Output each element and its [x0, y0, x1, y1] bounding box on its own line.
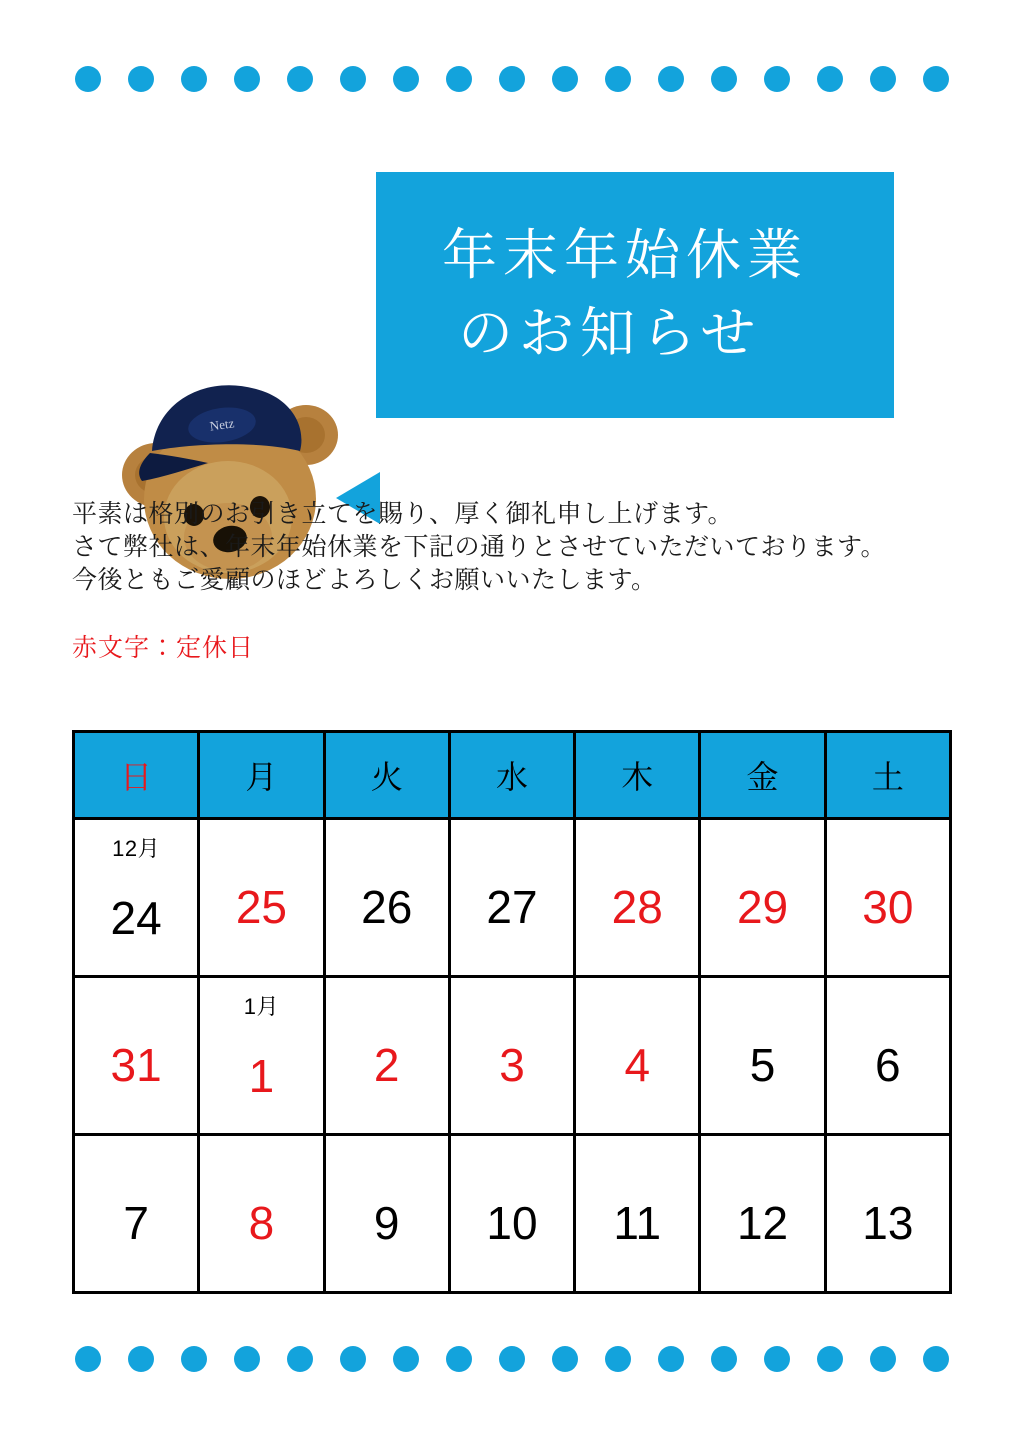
weekday-header-mon: 月: [199, 732, 324, 819]
decorative-dot: [234, 66, 260, 92]
body-copy: [72, 498, 952, 597]
decorative-dot: [75, 66, 101, 92]
decorative-dot: [817, 1346, 843, 1372]
calendar-day-cell: [700, 977, 825, 1135]
decorative-dot: [658, 66, 684, 92]
holiday-calendar: [72, 730, 952, 1294]
decorative-dot: [340, 1346, 366, 1372]
day-number: 12: [736, 1196, 789, 1249]
calendar-day-cell: [199, 1135, 324, 1293]
body-paragraph-3: 今後ともご愛顧のほどよろしくお願いいたします。: [72, 566, 657, 594]
page-title-line1: 年末年始休業: [442, 224, 809, 286]
decorative-dot: [764, 1346, 790, 1372]
day-number: 24: [110, 891, 162, 944]
weekday-header-tue: 火: [324, 732, 449, 819]
decorative-dot: [446, 1346, 472, 1372]
body-paragraph-1: 平素は格別のお引き立てを賜り、厚く御礼申し上げます。: [72, 500, 734, 528]
calendar-day-cell: [575, 819, 700, 977]
calendar-day-cell: [74, 1135, 199, 1293]
calendar-header-row: [74, 732, 951, 819]
day-number: 11: [613, 1196, 662, 1249]
calendar-day-cell: [825, 1135, 950, 1293]
calendar-day-cell: [700, 819, 825, 977]
decorative-dot: [605, 66, 631, 92]
decorative-dot: [552, 66, 578, 92]
calendar-week-row: [74, 819, 951, 977]
weekday-header-sat: 土: [825, 732, 950, 819]
month-label: 12月: [112, 836, 161, 861]
calendar-day-cell: [449, 819, 574, 977]
decorative-dot: [75, 1346, 101, 1372]
calendar-day-cell: [575, 977, 700, 1135]
decorative-dot: [287, 66, 313, 92]
day-number: 7: [123, 1196, 149, 1249]
decorative-dot: [393, 1346, 419, 1372]
decorative-dot: [658, 1346, 684, 1372]
decorative-dot: [870, 66, 896, 92]
calendar-day-cell: [324, 1135, 449, 1293]
calendar-day-cell: [74, 819, 199, 977]
decorative-dot: [181, 1346, 207, 1372]
decorative-dot: [234, 1346, 260, 1372]
month-label: 1月: [243, 994, 280, 1019]
day-number: 30: [862, 880, 914, 933]
calendar-day-cell: [700, 1135, 825, 1293]
day-number: 9: [373, 1196, 400, 1249]
day-number: 10: [486, 1196, 538, 1249]
day-number: 13: [862, 1196, 914, 1249]
body-paragraph-2: さて弊社は、年末年始休業を下記の通りとさせていただいております。: [72, 533, 887, 561]
day-number: 6: [875, 1038, 901, 1091]
calendar-day-cell: [575, 1135, 700, 1293]
decorative-dot: [340, 66, 366, 92]
calendar-week-row: [74, 977, 951, 1135]
day-number: 26: [361, 880, 413, 933]
calendar-day-cell: [74, 977, 199, 1135]
day-number: 28: [611, 880, 663, 933]
calendar-day-cell: [449, 1135, 574, 1293]
top-dot-border: [0, 66, 1024, 92]
weekday-header-fri: 金: [700, 732, 825, 819]
header: [0, 172, 1024, 434]
day-number: 5: [749, 1038, 776, 1091]
legend-closed-days: 赤文字：定休日: [72, 634, 255, 662]
bottom-dot-border: [0, 1346, 1024, 1372]
decorative-dot: [287, 1346, 313, 1372]
calendar-day-cell: [825, 977, 950, 1135]
page-title-line2: のお知らせ: [458, 302, 762, 364]
day-number: 4: [624, 1038, 651, 1091]
decorative-dot: [446, 66, 472, 92]
decorative-dot: [923, 1346, 949, 1372]
calendar-week-row: [74, 1135, 951, 1293]
decorative-dot: [552, 1346, 578, 1372]
decorative-dot: [711, 1346, 737, 1372]
decorative-dot: [128, 66, 154, 92]
calendar-day-cell: [199, 819, 324, 977]
decorative-dot: [393, 66, 419, 92]
weekday-header-thu: 木: [575, 732, 700, 819]
day-number: 3: [499, 1038, 525, 1091]
decorative-dot: [128, 1346, 154, 1372]
decorative-dot: [711, 66, 737, 92]
decorative-dot: [499, 1346, 525, 1372]
weekday-header-wed: 水: [449, 732, 574, 819]
weekday-header-sun: 日: [74, 732, 199, 819]
day-number: 25: [235, 880, 287, 933]
calendar-day-cell: [324, 819, 449, 977]
calendar-day-cell: [199, 977, 324, 1135]
day-number: 27: [486, 880, 538, 933]
decorative-dot: [181, 66, 207, 92]
decorative-dot: [817, 66, 843, 92]
decorative-dot: [923, 66, 949, 92]
title-banner: [376, 172, 894, 418]
calendar-body: [74, 819, 951, 1293]
calendar-day-cell: [324, 977, 449, 1135]
day-number: 8: [248, 1196, 275, 1249]
day-number: 2: [373, 1038, 400, 1091]
decorative-dot: [764, 66, 790, 92]
decorative-dot: [499, 66, 525, 92]
day-number: 1: [248, 1049, 275, 1102]
day-number: 31: [110, 1038, 162, 1091]
decorative-dot: [605, 1346, 631, 1372]
svg-text:Netz: Netz: [208, 415, 236, 434]
decorative-dot: [870, 1346, 896, 1372]
day-number: 29: [736, 880, 789, 933]
calendar-day-cell: [825, 819, 950, 977]
calendar-day-cell: [449, 977, 574, 1135]
